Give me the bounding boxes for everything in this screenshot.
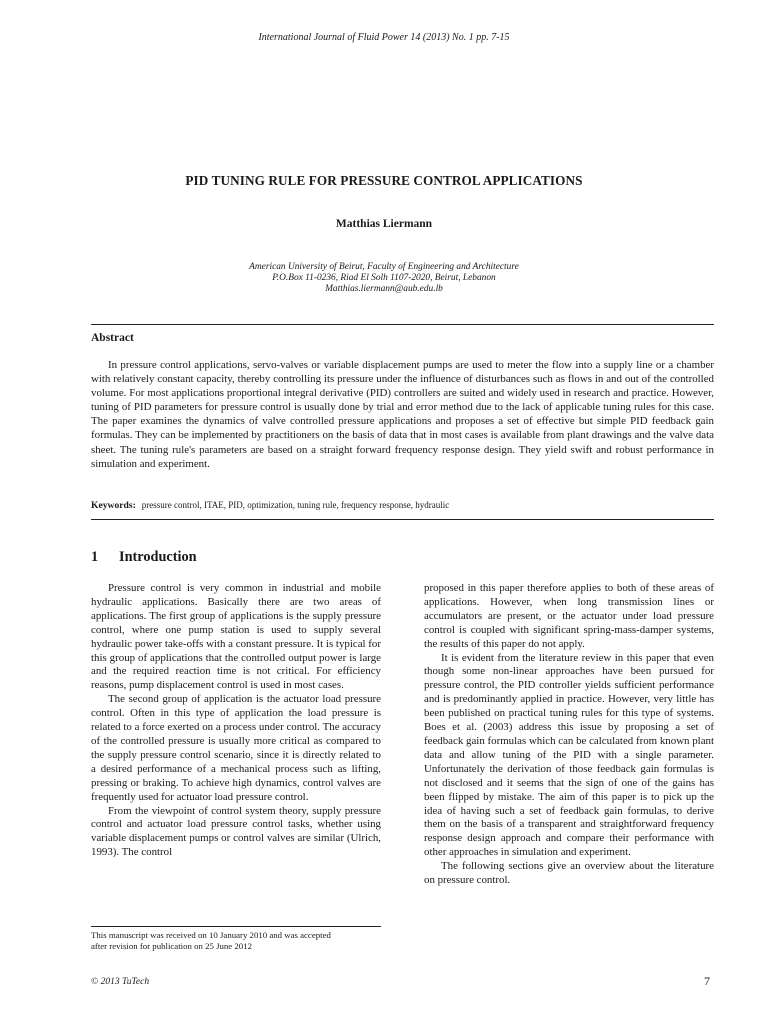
section-title: Introduction bbox=[119, 549, 197, 565]
keywords-label: Keywords: bbox=[91, 500, 136, 511]
author-name: Matthias Liermann bbox=[335, 218, 433, 230]
paragraph: The second group of application is the actuator load pressure control. Often in this type of application the load pressure is related to a force exerted on a process under control. The accuracy of the controlled pressure is usually more critical as compared to the supply pressure control scenario, since it is directly related to a desired performance of a mechanical process such as lifting, pressing or braking. To achieve high dynamics, control valves are frequently used for actuator load pressure control. bbox=[91, 693, 381, 803]
abstract-heading: Abstract bbox=[91, 332, 134, 344]
abstract-bottom-rule bbox=[91, 519, 714, 520]
footnote-rule bbox=[91, 926, 381, 927]
copyright-text: 2013 TuTech bbox=[100, 977, 150, 987]
section-heading bbox=[91, 549, 197, 566]
paragraph: It is evident from the literature review in this paper that even though some non-linear approaches have been pursued for pressure control, the PID controller yields sufficient performance and is predominantly applied in practice. However, very little has been published on practical tuning rules for this type of systems. Boes et al. (2003) address this issue by proposing a set of feedback gain formulas which can be calculated from known plant data and allow tuning of the PID with a single parameter. Unfortunately the derivation of those feedback gain formulas is not disclosed and it seems that the sign of one of the gains has been flipped by mistake. The aim of this paper is to pick up the idea of having such a set of feedback gain formulas, to derive them on the basis of a transparent and straightforward frequency response design approach and compare their performance with other approaches in simulation and experiment. bbox=[424, 651, 715, 859]
affiliation-line: American University of Beirut, Faculty of Engineering and Architecture bbox=[249, 262, 519, 272]
keywords-line bbox=[91, 500, 714, 511]
footnote-line: after revision for publication on 25 June 2012 bbox=[91, 940, 252, 951]
right-column bbox=[424, 582, 714, 888]
journal-header: International Journal of Fluid Power 14 (2013) No. 1 pp. 7-15 bbox=[258, 32, 510, 43]
keywords-text: pressure control, ITAE, PID, optimization, tuning rule, frequency response, hydraulic bbox=[141, 500, 450, 510]
address-line: P.O.Box 11-0236, Riad El Solh 1107-2020, Beirut, Lebanon bbox=[272, 273, 496, 283]
paragraph: Pressure control is very common in industrial and mobile hydraulic applications. Basically there are two areas of applications. The first group of applications is the supply pressure control, where one pump station is used to supply several hydraulic power take-offs with a constant pressure. It is typical for this group of applications that the controlled output power is large and the required reaction time is not critical. For efficiency reasons, pump displacement control is used in most cases. bbox=[91, 582, 381, 692]
paper-title: PID TUNING RULE FOR PRESSURE CONTROL APPLICATIONS bbox=[185, 173, 583, 188]
paragraph: From the viewpoint of control system theory, supply pressure control and actuator load pressure control tasks, whether using variable displacement pumps or control valves are similar (Ulrich, 1993). The control bbox=[91, 804, 381, 859]
page-number: 7 bbox=[704, 974, 710, 988]
footnote bbox=[91, 930, 391, 951]
copyright bbox=[91, 977, 149, 987]
paragraph: The following sections give an overview about the literature on pressure control. bbox=[424, 860, 714, 887]
abstract-top-rule bbox=[91, 324, 714, 325]
left-column bbox=[91, 582, 381, 860]
email-line: Matthias.liermann@aub.edu.lb bbox=[325, 284, 443, 294]
copyright-icon: © bbox=[91, 977, 99, 987]
abstract-body: In pressure control applications, servo-valves or variable displacement pumps are used to meter the flow into a supply line or a chamber with relatively constant capacity, thereby controlling its pressure under the influence of disturbances such as flows in and out of the controlled volume. For most applications proportional integral derivative (PID) controllers are suited and widely used in research and practice. However, tuning of PID parameters for pressure control is usually done by trial and error method due to the lack of applicable tuning rules for this case. The paper examines the dynamics of valve controlled pressure applications and proposes a set of effective but simple PID feedback gain formulas. They can be implemented by practitioners on the basis of data that in most cases is available from plant drawings and the valve data sheet. The tuning rule's parameters are based on a straight forward frequency response design. They yield swift and robust performance in simulation and experiment. bbox=[91, 359, 714, 470]
footnote-line: This manuscript was received on 10 January 2010 and was accepted bbox=[91, 930, 331, 940]
paragraph: proposed in this paper therefore applies to both of these areas of applications. However, when long transmission lines or accumulators are present, or the actuator under load pressure control is coupled with significant spring-mass-damper systems, the results of this paper do not apply. bbox=[424, 582, 714, 650]
section-number: 1 bbox=[91, 549, 99, 565]
